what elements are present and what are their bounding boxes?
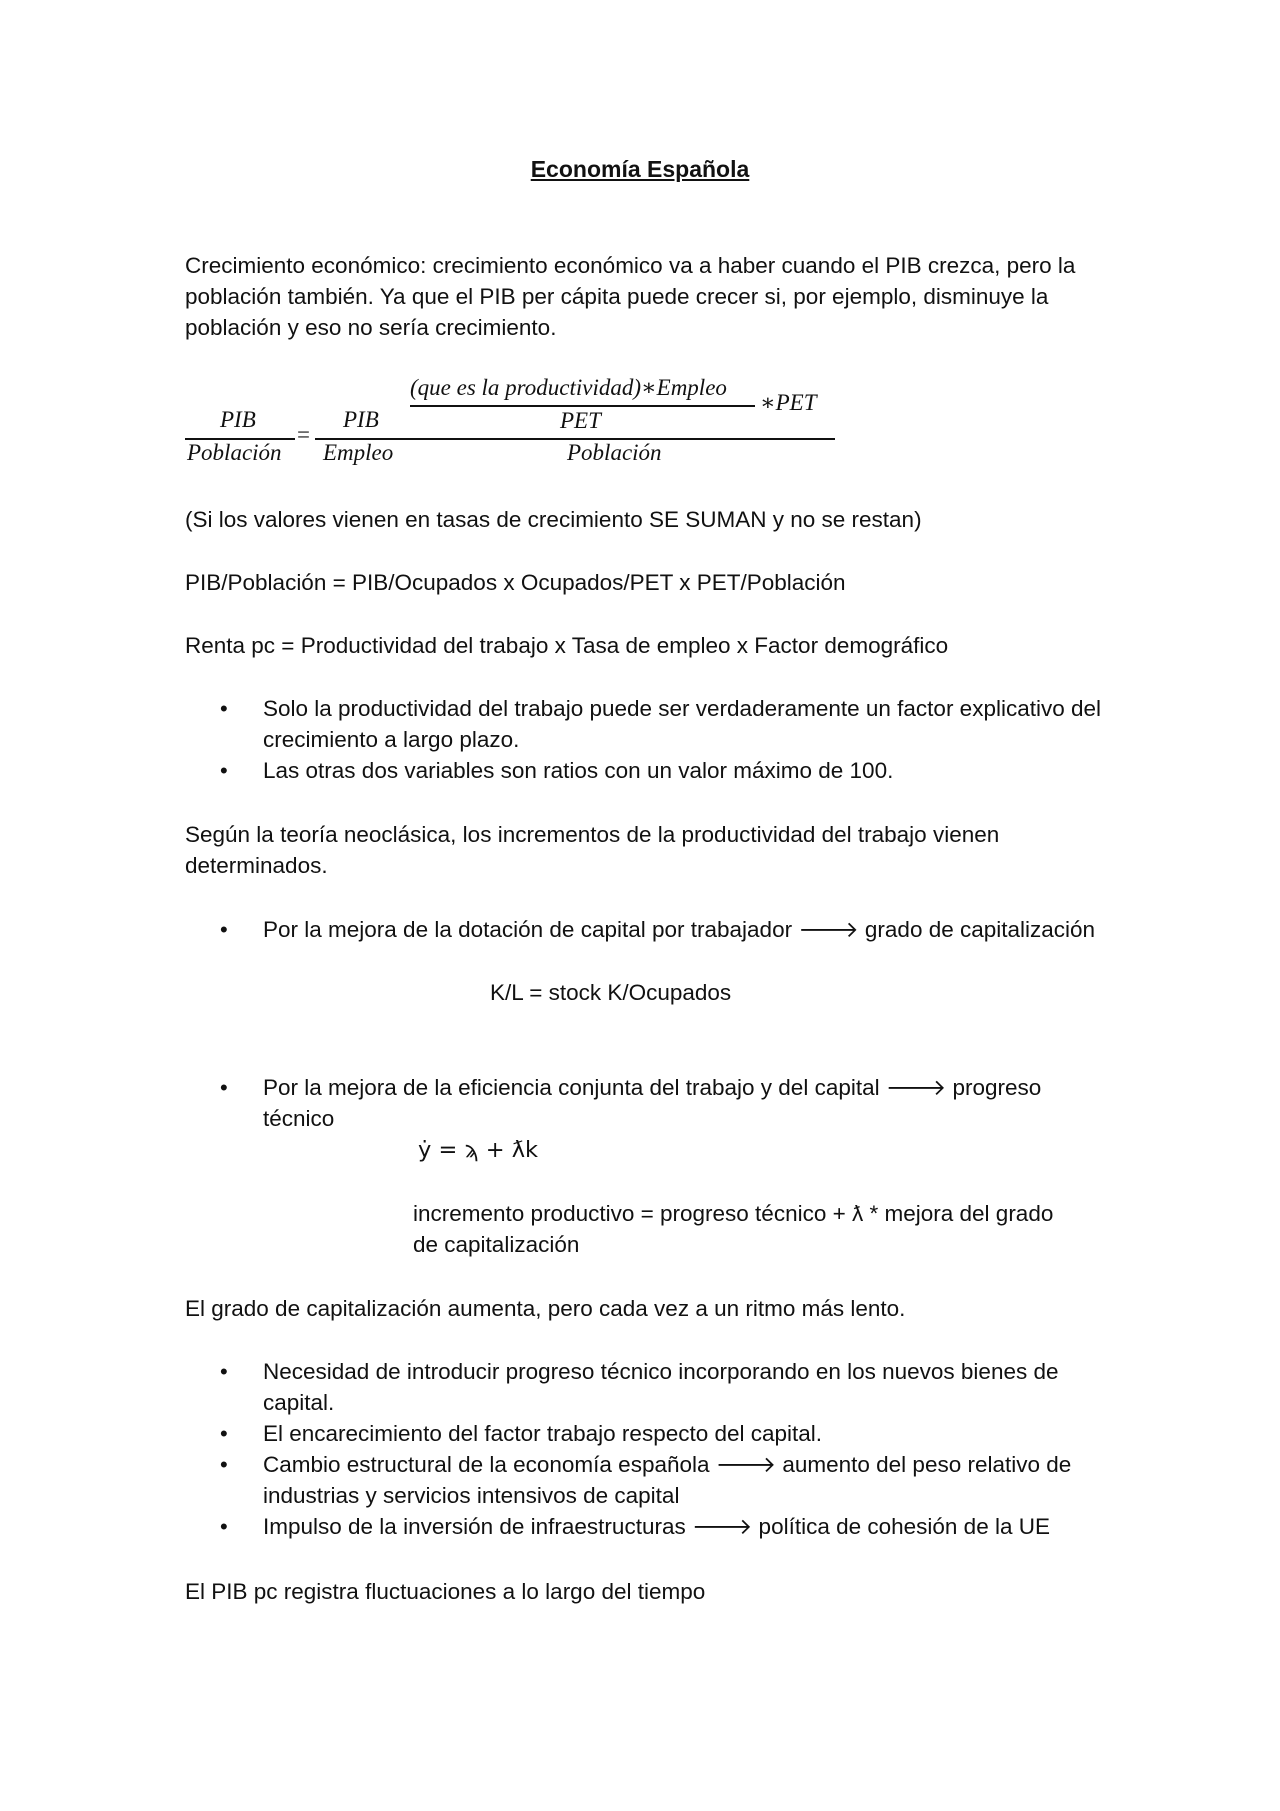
formula-mid-numerator: PIB (343, 407, 379, 432)
page-title: Economía Española (530, 156, 750, 182)
bullet-list-capital (185, 914, 1105, 945)
list-item: • Necesidad de introducir progreso técnico incorporando en los nuevos bienes de capital. (185, 1356, 1105, 1418)
bullet-list-efficiency (185, 1072, 1105, 1134)
identity-paragraph: PIB/Población = PIB/Ocupados x Ocupados/PET x PET/Población (185, 570, 846, 595)
list-item: • Cambio estructural de la economía española 🡒 aumento del peso relativo de industrias y servicios intensivos de capital (185, 1449, 1105, 1511)
bullet-list-reasons (185, 1356, 1105, 1542)
note-paragraph: (Si los valores vienen en tasas de crecimiento SE SUMAN y no se restan) (185, 507, 922, 532)
formula-inner-numerator: (que es la productividad)∗Empleo (410, 375, 727, 400)
bullet-list-productivity (185, 693, 1105, 786)
list-item: • El encarecimiento del factor trabajo respecto del capital. (185, 1418, 1105, 1449)
list-item: • Por la mejora de la eficiencia conjunta del trabajo y del capital 🡒 progreso técnico (185, 1072, 1105, 1134)
bullet-icon: • (220, 758, 228, 783)
list-item: • Impulso de la inversión de infraestructuras 🡒 política de cohesión de la UE (185, 1511, 1105, 1542)
bullet-icon: • (220, 1452, 228, 1477)
closing-paragraph: El PIB pc registra fluctuaciones a lo largo del tiempo (185, 1579, 706, 1604)
bullet-icon: • (220, 1421, 228, 1446)
formula-lhs-numerator: PIB (220, 407, 256, 432)
renta-paragraph: Renta pc = Productividad del trabajo x Tasa de empleo x Factor demográfico (185, 633, 949, 658)
capitalization-paragraph: El grado de capitalización aumenta, pero cada vez a un ritmo más lento. (185, 1296, 906, 1321)
formula-inner-bar (410, 405, 755, 407)
formula-mid-denominator: Empleo (323, 440, 394, 465)
formula-times-pet: ∗PET (760, 390, 817, 415)
bullet-icon: • (220, 696, 228, 721)
list-item: • Solo la productividad del trabajo puede ser verdaderamente un factor explicativo del crecimiento a largo plazo. (185, 693, 1105, 755)
formula-equals: = (297, 422, 310, 447)
formula-outer-denominator: Población (567, 440, 662, 465)
bullet-icon: • (220, 917, 228, 942)
kl-formula: K/L = stock K/Ocupados (490, 980, 732, 1005)
growth-equation: ẏ = ϡ + ƛk (418, 1137, 539, 1163)
pib-formula (185, 372, 845, 472)
list-item: • Por la mejora de la dotación de capital por trabajador 🡒 grado de capitalización (185, 914, 1105, 945)
intro-paragraph: Crecimiento económico: crecimiento económico va a haber cuando el PIB crezca, pero la población también. Ya que el PIB per cápita puede crecer si, por ejemplo, disminuye la población y eso no sería crecimiento. (185, 253, 1076, 340)
bullet-icon: • (220, 1359, 228, 1384)
growth-text: incremento productivo = progreso técnico + ƛ * mejora del grado de capitalización (413, 1201, 1054, 1257)
bullet-icon: • (220, 1514, 228, 1539)
list-item: • Las otras dos variables son ratios con un valor máximo de 100. (185, 755, 1105, 786)
bullet-icon: • (220, 1075, 228, 1100)
formula-lhs-denominator: Población (187, 440, 282, 465)
formula-inner-denominator: PET (560, 408, 601, 433)
neoclassical-paragraph: Según la teoría neoclásica, los incrementos de la productividad del trabajo vienen determinados. (185, 822, 1000, 878)
